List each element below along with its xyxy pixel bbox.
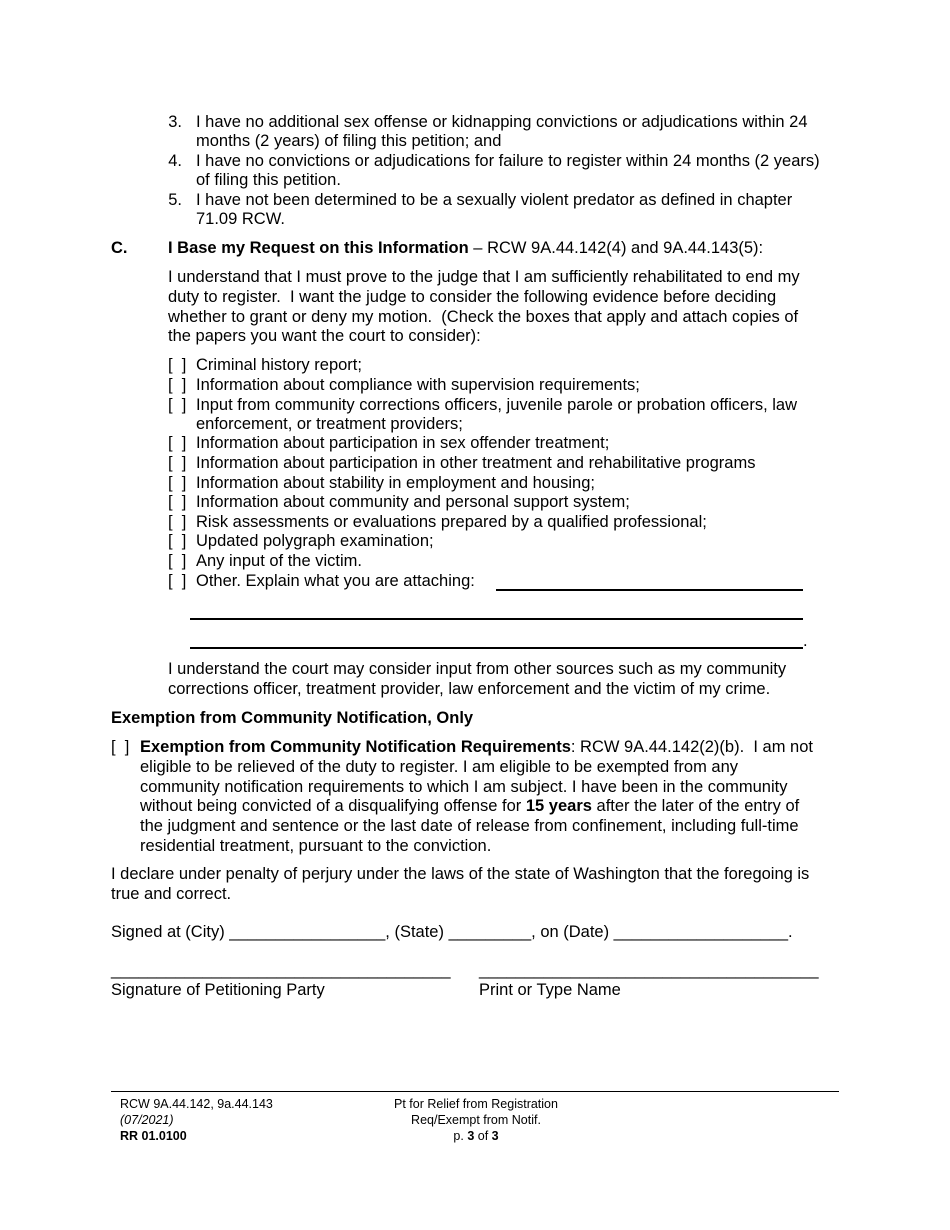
line-end-period: . [803,632,808,650]
list-item-line: of filing this petition. [196,171,341,189]
paragraph-line: whether to grant or deny my motion. (Check the boxes that apply and attach copies of [168,308,799,326]
checkbox[interactable]: [ ] [168,474,187,492]
section-title-bold: I Base my Request on this Information [168,239,469,257]
paragraph-line: the papers you want the court to consider): [168,327,481,345]
signature-label: Signature of Petitioning Party [111,981,325,999]
section-title [168,239,763,259]
checkbox-label: Information about stability in employment and housing; [196,474,595,492]
checkbox[interactable]: [ ] [168,356,187,374]
checkbox[interactable]: [ ] [168,376,187,394]
checkbox[interactable]: [ ] [168,513,187,531]
checkbox[interactable]: [ ] [168,532,187,550]
paragraph-line [140,797,799,817]
line-segment: after the later of the entry of [591,797,800,815]
page-prefix: p. [453,1129,468,1143]
list-number: 4. [168,152,182,170]
list-number: 3. [168,113,182,131]
paragraph-line: I understand that I must prove to the judge that I am sufficiently rehabilitated to end my [168,268,800,286]
list-item-line: months (2 years) of filing this petition; and [196,132,502,150]
signed-at-line[interactable]: Signed at (City) _________________, (State) _________, on (Date) ___________________. [111,923,793,941]
list-item-line: I have no additional sex offense or kidnapping convictions or adjudications within 24 [196,113,808,131]
checkbox[interactable]: [ ] [168,434,187,452]
checkbox-label: Information about participation in other treatment and rehabilitative programs [196,454,756,472]
checkbox-label: Criminal history report; [196,356,362,374]
checkbox-label: Information about compliance with supervision requirements; [196,376,640,394]
other-explanation-line[interactable] [190,618,803,620]
list-item-line: I have not been determined to be a sexually violent predator as defined in chapter [196,191,793,209]
footer-page-number [360,1128,592,1144]
checkbox-label: Other. Explain what you are attaching: [196,572,475,590]
other-explanation-line[interactable] [496,589,803,591]
paragraph-line: I declare under penalty of perjury under the laws of the state of Washington that the foregoing is [111,865,810,883]
list-number: 5. [168,191,182,209]
print-name-blank[interactable]: _____________________________________ [479,961,819,979]
paragraph-line: community notification requirements to which I am subject. I have been in the community [140,778,788,796]
footer-form-number: RR 01.0100 [120,1129,187,1143]
page-total: 3 [491,1129,499,1143]
exemption-heading: Exemption from Community Notification, Only [111,709,474,727]
page-of: of [474,1129,492,1143]
list-item-line: I have no convictions or adjudications for failure to register within 24 months (2 years) [196,152,820,170]
exemption-title-rest: : RCW 9A.44.142(2)(b). I am not [570,738,813,756]
exemption-checkbox[interactable]: [ ] [111,738,130,756]
page-num: 3 [467,1129,475,1143]
checkbox-label: Information about community and personal support system; [196,493,630,511]
paragraph-line: residential treatment, pursuant to the conviction. [140,837,492,855]
paragraph-line [140,738,813,758]
footer-subtitle: Req/Exempt from Notif. [411,1113,541,1127]
list-item-line: 71.09 RCW. [196,210,285,228]
checkbox-label: Updated polygraph examination; [196,532,434,550]
paragraph-line: duty to register. I want the judge to consider the following evidence before deciding [168,288,777,306]
checkbox-label: Input from community corrections officers, juvenile parole or probation officers, law [196,396,797,414]
checkbox-label: Risk assessments or evaluations prepared by a qualified professional; [196,513,707,531]
checkbox[interactable]: [ ] [168,493,187,511]
checkbox-label: Any input of the victim. [196,552,362,570]
footer-statute: RCW 9A.44.142, 9a.44.143 [120,1097,273,1111]
paragraph-line: eligible to be relieved of the duty to register. I am eligible to be exempted from any [140,758,739,776]
footer-rule [111,1091,839,1092]
line-segment: without being convicted of a disqualifying offense for [140,797,526,815]
checkbox-label: Information about participation in sex offender treatment; [196,434,610,452]
checkbox-label: enforcement, or treatment providers; [196,415,463,433]
paragraph-line: the judgment and sentence or the last date of release from confinement, including full-time [140,817,799,835]
paragraph-line: I understand the court may consider input from other sources such as my community [168,660,787,678]
years-bold: 15 years [525,797,592,815]
section-title-rest: – RCW 9A.44.142(4) and 9A.44.143(5): [468,239,764,257]
footer-date: (07/2021) [120,1113,174,1127]
paragraph-line: true and correct. [111,885,232,903]
exemption-title: Exemption from Community Notification Requirements [140,738,571,756]
section-letter: C. [111,239,128,257]
signature-blank[interactable]: _____________________________________ [111,961,451,979]
checkbox[interactable]: [ ] [168,572,187,590]
checkbox[interactable]: [ ] [168,552,187,570]
checkbox[interactable]: [ ] [168,396,187,414]
checkbox[interactable]: [ ] [168,454,187,472]
paragraph-line: corrections officer, treatment provider, law enforcement and the victim of my crime. [168,680,771,698]
other-explanation-line[interactable] [190,647,803,649]
footer-title: Pt for Relief from Registration [394,1097,558,1111]
print-name-label: Print or Type Name [479,981,621,999]
